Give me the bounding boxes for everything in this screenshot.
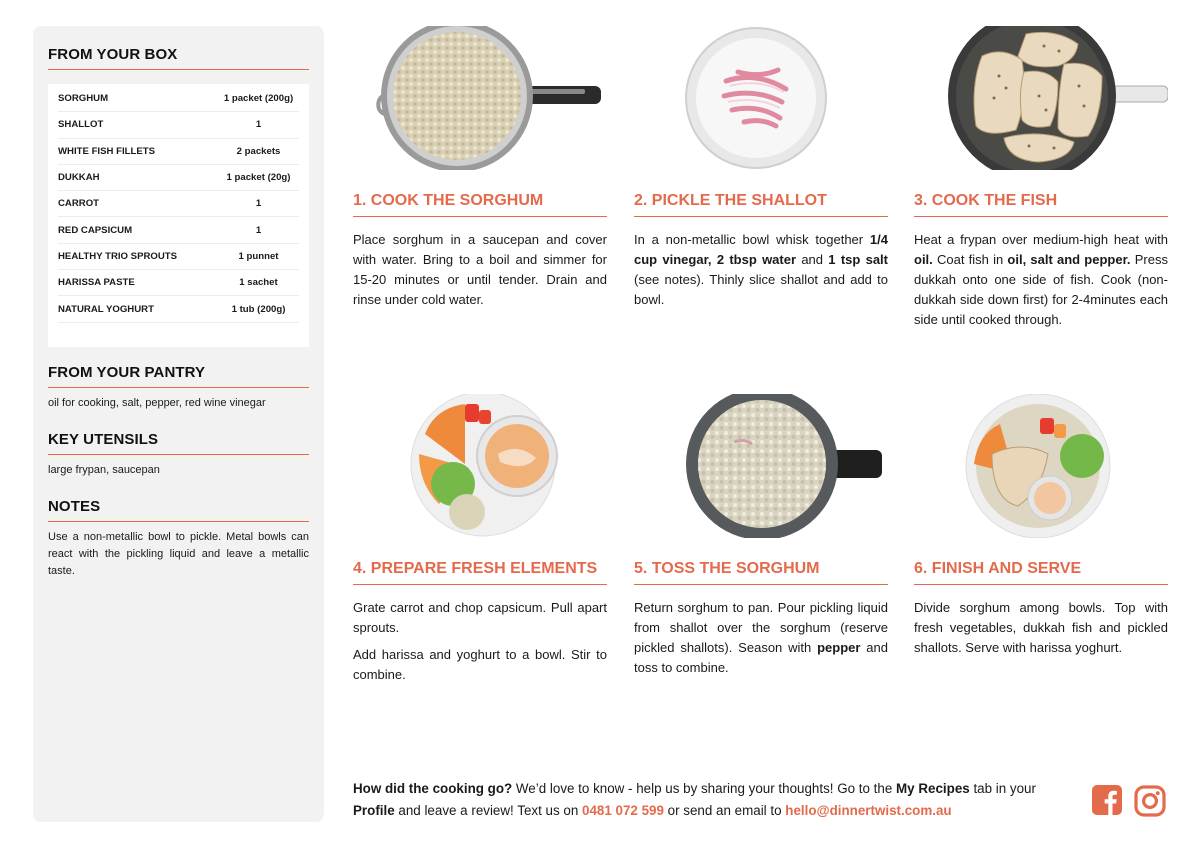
bold-text: oil. xyxy=(914,252,933,267)
bold-text: oil, salt and pepper. xyxy=(1007,252,1131,267)
text-run: and xyxy=(796,252,829,267)
text-run: Grate carrot and chop capsicum. Pull apart sprouts. xyxy=(353,600,607,635)
step-5-title: 5. TOSS THE SORGHUM xyxy=(634,560,888,585)
ingredient-name: WHITE FISH FILLETS xyxy=(58,145,155,157)
step-3-body xyxy=(914,230,1168,330)
from-your-box-heading: FROM YOUR BOX xyxy=(48,46,309,70)
step-4 xyxy=(353,394,607,685)
text-run: (see notes). Thinly slice shallot and add to bowl. xyxy=(634,272,888,307)
step-4-body xyxy=(353,598,607,685)
bold-text: pepper xyxy=(817,640,861,655)
text-run: Divide sorghum among bowls. Top with fresh vegetables, dukkah fish and pickled shallots. Serve with harissa yoghurt. xyxy=(914,600,1168,655)
footer-text: and leave a review! Text us on xyxy=(394,803,583,818)
ingredient-quantity: 1 packet (20g) xyxy=(226,172,291,184)
ingredient-quantity: 1 xyxy=(255,224,262,236)
step-1-body xyxy=(353,230,607,310)
ingredient-row xyxy=(58,165,299,191)
step-paragraph xyxy=(353,230,607,310)
text-run: Return sorghum to pan. Pour pickling liquid from shallot over the sorghum (reserve pickled shallots). Season with xyxy=(634,600,888,655)
step-paragraph xyxy=(634,598,888,678)
ingredient-quantity: 1 punnet xyxy=(238,250,279,262)
notes-text: Use a non-metallic bowl to pickle. Metal bowls can react with the pickling liquid and leave a metallic taste. xyxy=(48,530,309,577)
pantry-heading: FROM YOUR PANTRY xyxy=(48,364,309,388)
text-run: Heat a frypan over medium-high heat with xyxy=(914,232,1168,247)
ingredient-name: SORGHUM xyxy=(58,93,109,105)
footer-text: tab in your xyxy=(969,781,1036,796)
facebook-icon[interactable] xyxy=(1091,784,1123,816)
ingredient-row xyxy=(58,86,299,112)
notes-section xyxy=(48,498,309,580)
ingredient-quantity: 1 tub (200g) xyxy=(231,303,286,315)
ingredient-row xyxy=(58,112,299,138)
step-3 xyxy=(914,26,1168,330)
ingredient-name: CARROT xyxy=(58,198,100,210)
text-run: Place sorghum in a saucepan and cover with water. Bring to a boil and simmer for 15-20 minutes or until tender. Drain and rinse under cold water. xyxy=(353,232,607,307)
ingredient-row xyxy=(58,139,299,165)
footer-bold-text: How did the cooking go? xyxy=(353,781,513,796)
bold-text: 1/4 cup vinegar, 2 tbsp water xyxy=(634,232,888,267)
footer-text: We’d love to know - help us by sharing your thoughts! Go to the xyxy=(512,781,897,796)
ingredient-quantity: 1 xyxy=(255,119,262,131)
ingredients-sidebar xyxy=(33,26,324,822)
utensils-section xyxy=(48,431,309,479)
step-2 xyxy=(634,26,888,310)
finished-bowl-image xyxy=(914,394,1168,538)
ingredient-row xyxy=(58,244,299,270)
text-run: Add harissa and yoghurt to a bowl. Stir to combine. xyxy=(353,647,607,682)
ingredient-quantity: 1 packet (200g) xyxy=(223,93,294,105)
ingredient-row xyxy=(58,217,299,243)
ingredient-name: SHALLOT xyxy=(58,119,104,131)
pantry-section xyxy=(48,364,309,412)
pickled-shallot-bowl-image xyxy=(634,26,888,170)
ingredient-row xyxy=(58,191,299,217)
ingredient-quantity: 1 sachet xyxy=(239,277,278,289)
text-run: and toss to combine. xyxy=(634,640,888,675)
step-1 xyxy=(353,26,607,310)
step-paragraph xyxy=(634,230,888,310)
step-4-title: 4. PREPARE FRESH ELEMENTS xyxy=(353,560,607,585)
step-2-body xyxy=(634,230,888,310)
text-run: Coat fish in xyxy=(932,252,1008,267)
instagram-icon[interactable] xyxy=(1133,784,1167,818)
step-paragraph xyxy=(914,230,1168,330)
fresh-elements-plate-image xyxy=(353,394,607,538)
step-6-title: 6. FINISH AND SERVE xyxy=(914,560,1168,585)
step-paragraph xyxy=(353,645,607,685)
phone-number-link[interactable]: 0481 072 599 xyxy=(582,803,664,818)
step-3-title: 3. COOK THE FISH xyxy=(914,192,1168,217)
footer-bold-text: My Recipes xyxy=(896,781,970,796)
bold-text: 1 tsp salt xyxy=(828,252,888,267)
step-1-title: 1. COOK THE SORGHUM xyxy=(353,192,607,217)
email-link[interactable]: hello@dinnertwist.com.au xyxy=(785,803,952,818)
step-5-body xyxy=(634,598,888,678)
step-paragraph xyxy=(353,598,607,638)
feedback-footer xyxy=(353,778,1073,822)
step-5 xyxy=(634,394,888,678)
sorghum-in-saucepan-image xyxy=(353,26,607,170)
ingredient-name: HARISSA PASTE xyxy=(58,277,135,289)
ingredient-name: HEALTHY TRIO SPROUTS xyxy=(58,250,178,262)
notes-heading: NOTES xyxy=(48,498,309,522)
text-run: Press dukkah onto one side of fish. Cook (non-dukkah side down first) for 2-4minutes each side until cooked through. xyxy=(914,252,1168,327)
utensils-heading: KEY UTENSILS xyxy=(48,431,309,455)
step-paragraph xyxy=(914,598,1168,658)
utensils-text: large frypan, saucepan xyxy=(48,463,160,476)
ingredient-quantity: 1 xyxy=(255,198,262,210)
ingredient-row xyxy=(58,270,299,296)
ingredient-quantity: 2 packets xyxy=(236,145,281,157)
ingredient-name: NATURAL YOGHURT xyxy=(58,303,154,315)
footer-text: or send an email to xyxy=(663,803,786,818)
ingredient-row xyxy=(58,296,299,322)
ingredient-name: DUKKAH xyxy=(58,172,100,184)
step-6 xyxy=(914,394,1168,658)
step-2-title: 2. PICKLE THE SHALLOT xyxy=(634,192,888,217)
dukkah-fish-frypan-image xyxy=(914,26,1168,170)
ingredient-name: RED CAPSICUM xyxy=(58,224,133,236)
ingredients-table xyxy=(48,84,309,347)
pantry-text: oil for cooking, salt, pepper, red wine vinegar xyxy=(48,396,266,409)
sorghum-tossed-pan-image xyxy=(634,394,888,538)
text-run: In a non-metallic bowl whisk together xyxy=(634,232,870,247)
footer-bold-text: Profile xyxy=(353,803,395,818)
step-6-body xyxy=(914,598,1168,658)
